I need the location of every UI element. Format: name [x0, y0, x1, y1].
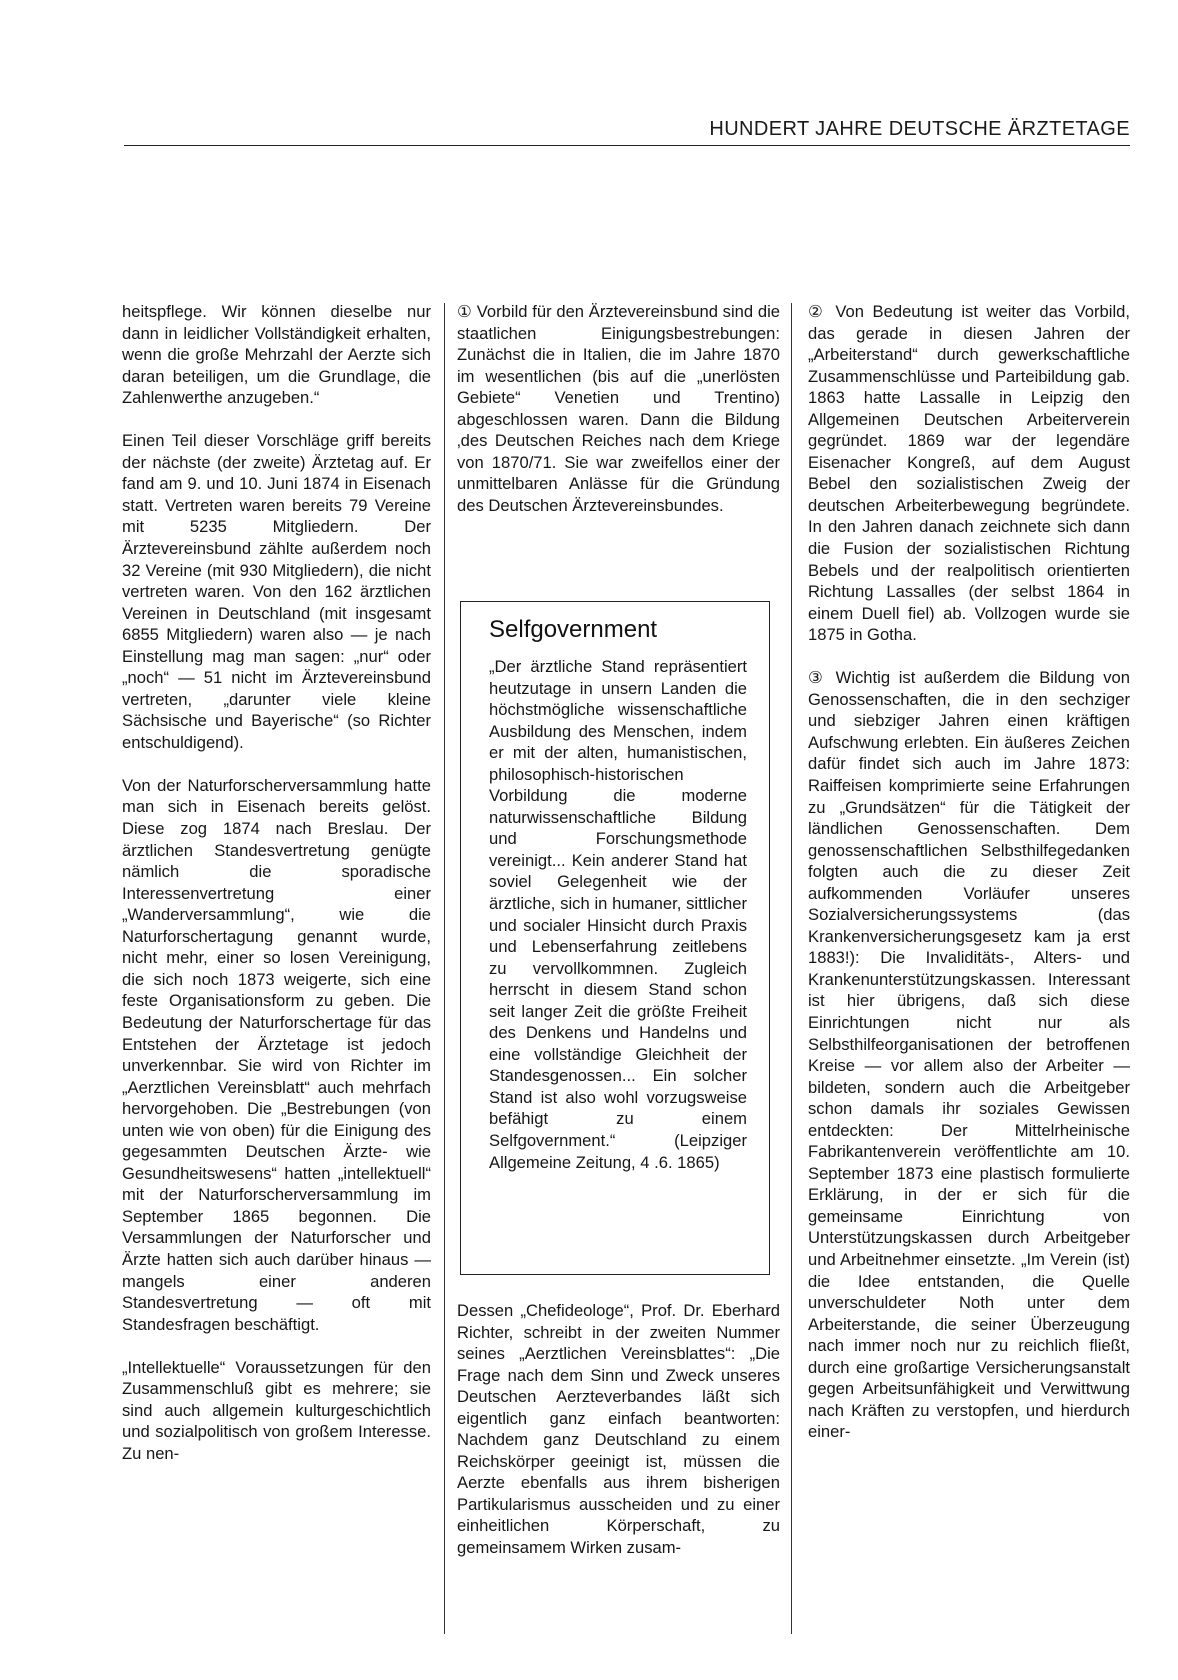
- paragraph: ③ Wichtig ist außerdem die Bildung von Genossenschaften, die in den sechziger und siebziger Jahren einen kräftigen Aufschwung erlebten. Ein äußeres Zeichen dafür findet sich auch im Jahre 1873: Raiffeisen komprimierte seine Erfahrungen zu „Grundsätzen“ für die Tätigkeit der ländlichen Genossenschaften. Dem genossenschaftlichen Selbsthilfegedanken folgten auch die zu dieser Zeit aufkommenden Vorläufer unseres Sozialversicherungssystems (das Krankenversicherungsgesetz kam ja erst 1883!): Die Invaliditäts-, Alters- und Krankenunterstützungskassen. Interessant ist hier übrigens, daß sich diese Einrichtungen nicht nur als Selbsthilfeorganisationen der betroffenen Kreise — vor allem also der Arbeiter — bildeten, sondern auch die Arbeitgeber schon damals ihr soziales Gewissen entdeckten: Der Mittelrheinische Fabrikantenverein veröffentlichte am 10. September 1873 eine plastisch formulierte Erklärung, in der er sich für die gemeinsame Einrichtung von Unterstützungskassen durch Arbeitgeber und Arbeitnehmer einsetzte. „Im Verein (ist) die Idee entstanden, die Quelle unverschuldeter Noth unter dem Arbeiterstande, die seiner Überzeugung nach immer noch nur zu reichlich fließt, durch eine großartige Versicherungsanstalt gegen Arbeitsunfähigkeit und Verwittwung nach Kräften zu verstopfen, und hierdurch einer-: [808, 668, 1130, 1442]
- column-3: [808, 301, 1130, 1464]
- column-rule-right: [791, 303, 792, 1634]
- column-1: [122, 301, 431, 1486]
- column-rule-left: [444, 303, 445, 1634]
- paragraph: Dessen „Chefideologe“, Prof. Dr. Eberhard Richter, schreibt in der zweiten Nummer seines „Aerztlichen Vereinsblattes“: „Die Frage nach dem Sinn und Zweck unseres Deutschen Aerzteverbandes läßt sich eigentlich ganz einfach beantworten: Nachdem ganz Deutschland zu einem Reichskörper geeinigt ist, müssen die Aerzte ebenfalls aus ihrem bisherigen Partikularismus ausscheiden und zu einer einheitlichen Körperschaft, zu gemeinsamem Wirken zusam-: [457, 1301, 780, 1558]
- paragraph: Von der Naturforscherversammlung hatte man sich in Eisenach bereits gelöst. Diese zog 1874 nach Breslau. Der ärztlichen Standesvertretung genügte nämlich die sporadische Interessenvertretung einer „Wanderversammlung“, wie die Naturforschertagung genannt wurde, nicht mehr, einer so losen Vereinigung, die sich noch 1873 weigerte, sich eine feste Organisationsform zu geben. Die Bedeutung der Naturforschertage für das Entstehen der Ärztetage ist jedoch unverkennbar. Sie wird von Richter im „Aerztlichen Vereinsblatt“ auch mehrfach hervorgehoben. Die „Bestrebungen (von unten wie von oben) für die Einigung des gegesammten Deutschen Ärzte- wie Gesundheitswesens“ hatten „intellektuell“ mit der Naturforscherversammlung im September 1865 begonnen. Die Versammlungen der Naturforscher und Ärzte hatten sich auch darüber hinaus — mangels einer anderen Standesvertretung — oft mit Standesfragen beschäftigt.: [122, 775, 431, 1334]
- column-2: [457, 301, 780, 538]
- box-title: Selfgovernment: [489, 616, 658, 643]
- box-quote: „Der ärztliche Stand repräsentiert heutzutage in unsern Landen die höchstmögliche wissenschaftliche Ausbildung des Menschen, indem er mit der alten, humanistischen, philosophisch-historischen Vorbildung die moderne naturwissenschaftliche Bildung und Forschungsmethode vereinigt... Kein anderer Stand hat soviel Gelegenheit wie der ärztliche, sich in humaner, sittlicher und socialer Hinsicht durch Praxis und Lebenserfahrung zeitlebens zu vervollkommnen. Zugleich herrscht in diesem Stand schon seit langer Zeit die größte Freiheit des Denkens und Handelns und eine vollständige Gleichheit der Standesgenossen... Ein solcher Stand ist also wohl vorzugsweise befähigt zu einem Selfgovernment.“ (Leipziger Allgemeine Zeitung, 4 .6. 1865): [489, 657, 747, 1172]
- paragraph: heitspflege. Wir können dieselbe nur dann in leidlicher Vollständigkeit erhalten, wenn die große Mehrzahl der Aerzte sich daran beteiligen, um die Grundlage, die Zahlenwerthe anzugeben.“: [122, 302, 431, 408]
- running-head: HUNDERT JAHRE DEUTSCHE ÄRZTETAGE: [709, 118, 1130, 140]
- header-rule: [124, 145, 1130, 146]
- paragraph: „Intellektuelle“ Voraussetzungen für den Zusammenschluß gibt es mehrere; sie sind auch allgemein kulturgeschichtlich und sozialpolitisch von großem Interesse. Zu nen-: [122, 1357, 431, 1463]
- paragraph: Einen Teil dieser Vorschläge griff bereits der nächste (der zweite) Ärztetag auf. Er fand am 9. und 10. Juni 1874 in Eisenach statt. Vertreten waren bereits 79 Vereine mit 5235 Mitgliedern. Der Ärztevereinsbund zählte außerdem noch 32 Vereine (mit 930 Mitgliedern), die nicht vertreten waren. Von den 162 ärztlichen Vereinen in Deutschland (mit insgesamt 6855 Mitgliedern) waren also — je nach Einstellung mag man sagen: „nur“ oder „noch“ — 51 nicht im Ärztevereinsbund vertreten, „darunter viele kleine Sächsische und Bayerische“ (so Richter entschuldigend).: [122, 431, 431, 752]
- paragraph: ① Vorbild für den Ärztevereinsbund sind die staatlichen Einigungsbestrebungen: Zunächst die in Italien, die im Jahre 1870 im wesentlichen (bis auf die „unerlösten Gebiete“ Venetien und Trentino) abgeschlossen waren. Dann die Bildung ‚des Deutschen Reiches nach dem Kriege von 1870/71. Sie war zweifellos einer der unmittelbaren Anlässe für die Gründung des Deutschen Ärztevereinsbundes.: [457, 302, 780, 515]
- sidebar-box: [460, 601, 770, 1275]
- paragraph: ② Von Bedeutung ist weiter das Vorbild, das gerade in diesen Jahren der „Arbeiterstand“ durch gewerkschaftliche Zusammenschlüsse und Parteibildung gab. 1863 hatte Lassalle in Leipzig den Allgemeinen Deutschen Arbeiterverein gegründet. 1869 war der legendäre Eisenacher Kongreß, auf dem August Bebel den sozialistischen Zweig der deutschen Arbeiterbewegung begründete. In den Jahren danach zeichnete sich dann die Fusion der sozialistischen Richtung Bebels und der realpolitisch orientierten Richtung Lassalles (der selbst 1864 in einem Duell fiel) ab. Vollzogen wurde sie 1875 in Gotha.: [808, 302, 1130, 645]
